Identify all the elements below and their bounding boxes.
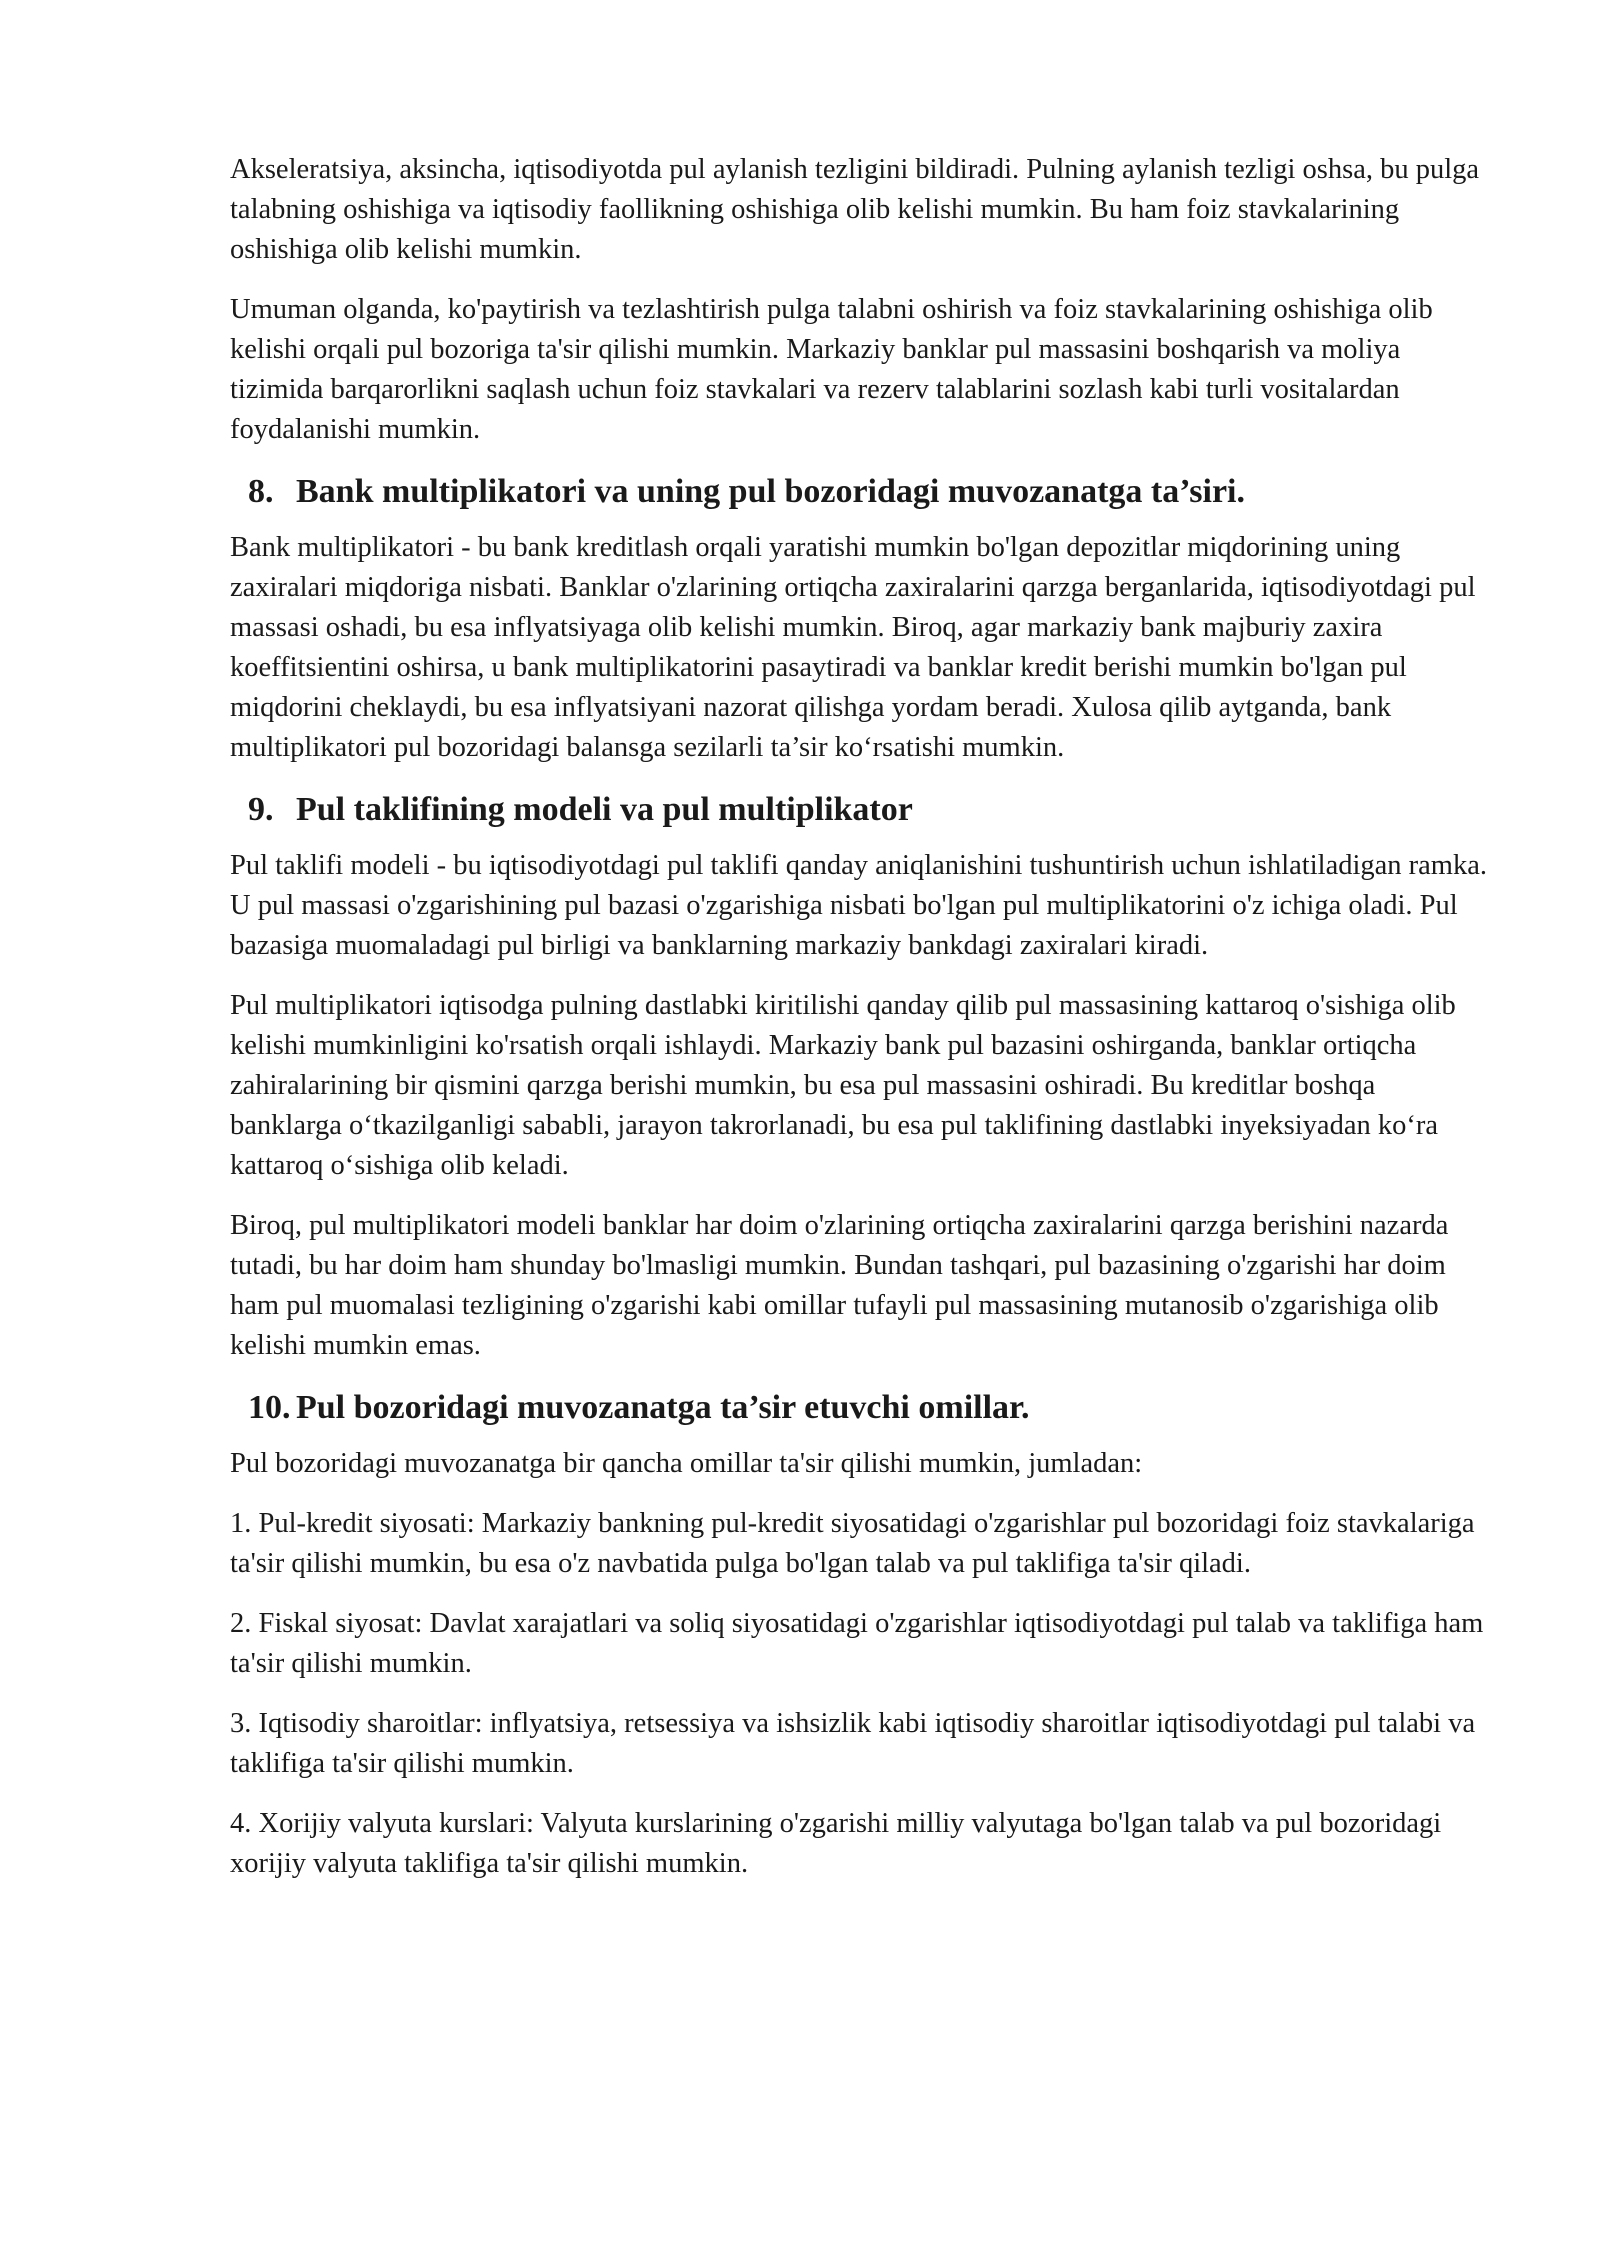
list-item: 3. Iqtisodiy sharoitlar: inflyatsiya, retsessiya va ishsizlik kabi iqtisodiy sharoitlar iqtisodiyotdagi pul talabi va taklifiga ta'sir qilishi mumkin. (230, 1708, 1476, 1779)
section-heading (248, 1386, 1490, 1430)
list-item: 2. Fiskal siyosat: Davlat xarajatlari va soliq siyosatidagi o'zgarishlar iqtisodiyotdagi pul talab va taklifiga ham ta'sir qilishi mumkin. (230, 1608, 1484, 1679)
section-number: 10. (248, 1389, 291, 1426)
section-title: Pul bozoridagi muvozanatga ta’sir etuvchi omillar. (296, 1389, 1030, 1426)
document-page (230, 150, 1490, 1904)
paragraph: Akseleratsiya, aksincha, iqtisodiyotda pul aylanish tezligini bildiradi. Pulning aylanish tezligi oshsa, bu pulga talabning oshishiga va iqtisodiy faollikning oshishiga olib kelishi mumkin. Bu ham foiz stavkalarining oshishiga olib kelishi mumkin. (230, 154, 1480, 265)
paragraph: Pul taklifi modeli - bu iqtisodiyotdagi pul taklifi qanday aniqlanishini tushuntirish uchun ishlatiladigan ramka. U pul massasi o'zgarishining pul bazasi o'zgarishiga nisbati bo'lgan pul multiplikatorini o'z ichiga oladi. Pul bazasiga muomaladagi pul birligi va banklarning markaziy bankdagi zaxiralari kiradi. (230, 850, 1487, 961)
section-number: 8. (248, 473, 274, 510)
section-title: Pul taklifining modeli va pul multiplikator (296, 791, 913, 828)
list-item: 4. Xorijiy valyuta kurslari: Valyuta kurslarining o'zgarishi milliy valyutaga bo'lgan talab va pul bozoridagi xorijiy valyuta taklifiga ta'sir qilishi mumkin. (230, 1808, 1442, 1879)
paragraph: Umuman olganda, ko'paytirish va tezlashtirish pulga talabni oshirish va foiz stavkalarining oshishiga olib kelishi orqali pul bozoriga ta'sir qilishi mumkin. Markaziy banklar pul massasini boshqarish va moliya tizimida barqarorlikni saqlash uchun foiz stavkalari va rezerv talablarini sozlash kabi turli vositalardan foydalanishi mumkin. (230, 294, 1433, 445)
paragraph: Biroq, pul multiplikatori modeli banklar har doim o'zlarining ortiqcha zaxiralarini qarzga berishini nazarda tutadi, bu har doim ham shunday bo'lmasligi mumkin. Bundan tashqari, pul bazasining o'zgarishi har doim ham pul muomalasi tezligining o'zgarishi kabi omillar tufayli pul massasining mutanosib o'zgarishiga olib kelishi mumkin emas. (230, 1210, 1449, 1361)
paragraph: Bank multiplikatori - bu bank kreditlash orqali yaratishi mumkin bo'lgan depozitlar miqdorining uning zaxiralari miqdoriga nisbati. Banklar o'zlarining ortiqcha zaxiralarini qarzga berganlarida, iqtisodiyotdagi pul massasi oshadi, bu esa inflyatsiyaga olib kelishi mumkin. Biroq, agar markaziy bank majburiy zaxira koeffitsientini oshirsa, u bank multiplikatorini pasaytiradi va banklar kredit berishi mumkin bo'lgan pul miqdorini cheklaydi, bu esa inflyatsiyani nazorat qilishga yordam beradi. Xulosa qilib aytganda, bank multiplikatori pul bozoridagi balansga sezilarli ta’sir ko‘rsatishi mumkin. (230, 532, 1476, 763)
paragraph: Pul multiplikatori iqtisodga pulning dastlabki kiritilishi qanday qilib pul massasining kattaroq o'sishiga olib kelishi mumkinligini ko'rsatish orqali ishlaydi. Markaziy bank pul bazasini oshirganda, banklar ortiqcha zahiralarining bir qismini qarzga berishi mumkin, bu esa pul massasini oshiradi. Bu kreditlar boshqa banklarga o‘tkazilganligi sababli, jarayon takrorlanadi, bu esa pul taklifining dastlabki inyeksiyadan ko‘ra kattaroq o‘sishiga olib keladi. (230, 990, 1456, 1181)
section-title: Bank multiplikatori va uning pul bozoridagi muvozanatga ta’siri. (296, 473, 1245, 510)
list-item: 1. Pul-kredit siyosati: Markaziy bankning pul-kredit siyosatidagi o'zgarishlar pul bozoridagi foiz stavkalariga ta'sir qilishi mumkin, bu esa o'z navbatida pulga bo'lgan talab va pul taklifiga ta'sir qiladi. (230, 1508, 1475, 1579)
section-heading (248, 470, 1490, 514)
section-heading (248, 788, 1490, 832)
section-number: 9. (248, 791, 274, 828)
paragraph: Pul bozoridagi muvozanatga bir qancha omillar ta'sir qilishi mumkin, jumladan: (230, 1448, 1143, 1479)
